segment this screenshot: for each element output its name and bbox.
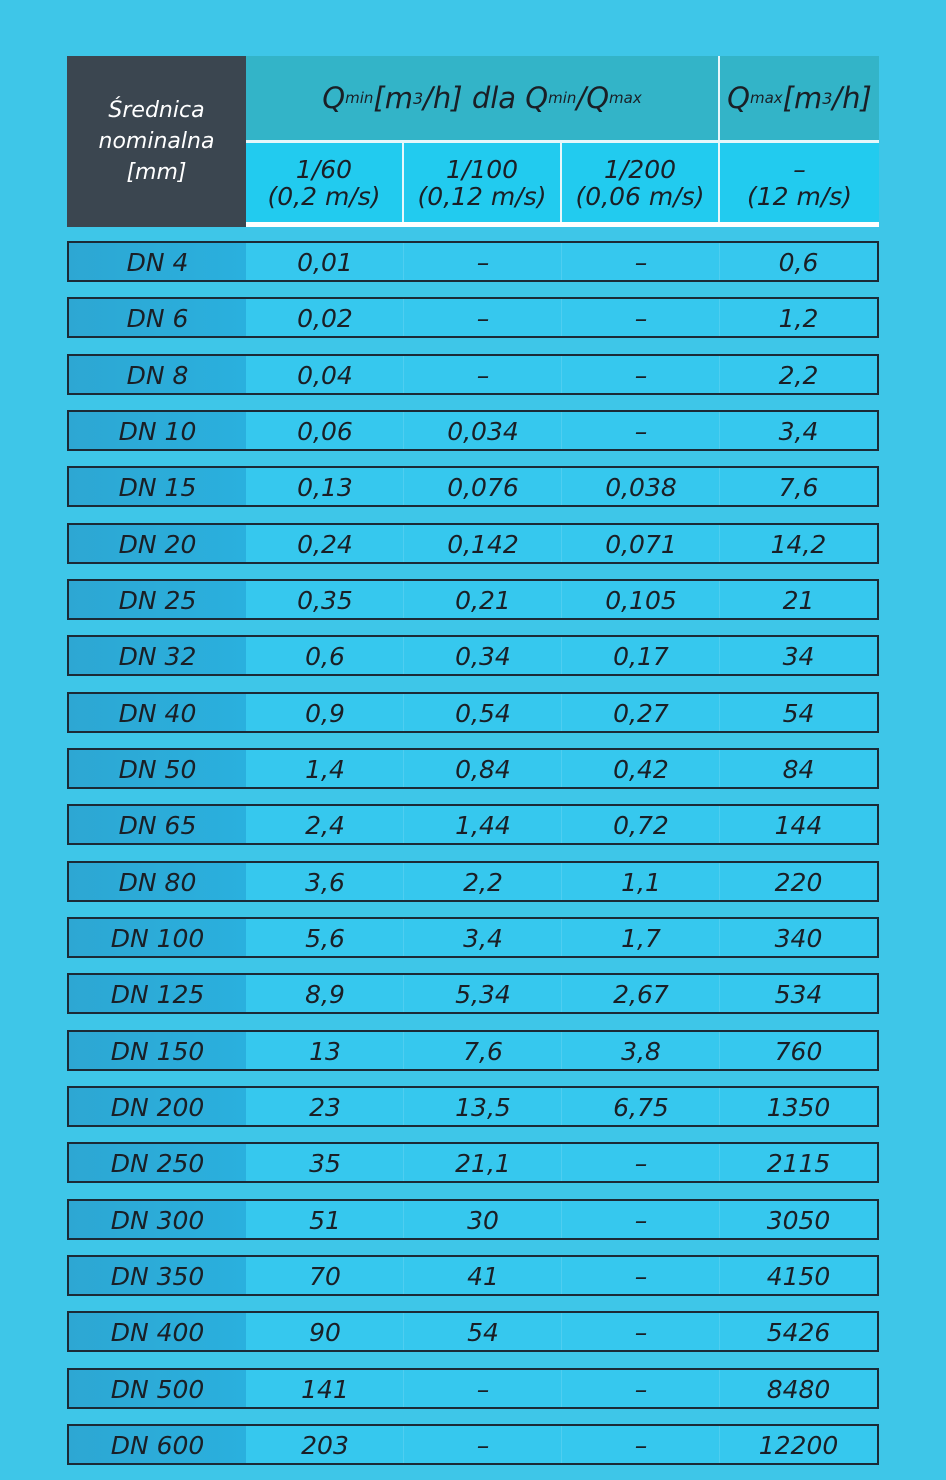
row-qmin-1-200: – <box>562 1426 720 1463</box>
row-qmin-1-100: 2,2 <box>404 863 562 900</box>
subheader-col-1 <box>246 143 402 222</box>
table-body <box>67 241 879 1480</box>
subheader-col-2 <box>404 143 560 222</box>
row-qmax: 14,2 <box>720 525 877 562</box>
row-qmin-1-100: – <box>404 1370 562 1407</box>
row-qmax: 54 <box>720 694 877 731</box>
table-row <box>67 579 879 620</box>
row-qmin-1-200: 6,75 <box>562 1088 720 1125</box>
row-diameter: DN 4 <box>69 243 246 280</box>
row-qmin-1-60: 13 <box>246 1032 404 1069</box>
row-diameter: DN 350 <box>69 1257 246 1294</box>
row-qmin-1-200: 0,72 <box>562 806 720 843</box>
qmin-unit-pre: [m <box>373 81 413 115</box>
row-qmin-1-100: 0,034 <box>404 412 562 449</box>
row-qmax: 5426 <box>720 1313 877 1350</box>
row-qmin-1-100: 0,34 <box>404 637 562 674</box>
table-row <box>67 1086 879 1127</box>
row-qmax: 7,6 <box>720 468 877 505</box>
row-qmin-1-60: 0,06 <box>246 412 404 449</box>
row-diameter: DN 10 <box>69 412 246 449</box>
row-qmin-1-60: 51 <box>246 1201 404 1238</box>
qmin-unit-post: /h] dla Q <box>423 81 549 115</box>
row-qmax: 8480 <box>720 1370 877 1407</box>
row-qmin-1-100: 54 <box>404 1313 562 1350</box>
row-qmin-1-200: – <box>562 1201 720 1238</box>
row-qmin-1-100: – <box>404 356 562 393</box>
row-qmax: 84 <box>720 750 877 787</box>
row-qmin-1-100: 13,5 <box>404 1088 562 1125</box>
row-diameter: DN 400 <box>69 1313 246 1350</box>
table-row <box>67 692 879 733</box>
qmin-unit-sup: 3 <box>412 88 424 108</box>
row-diameter: DN 50 <box>69 750 246 787</box>
row-qmin-1-200: – <box>562 1370 720 1407</box>
row-qmin-1-200: 0,42 <box>562 750 720 787</box>
row-qmax: 0,6 <box>720 243 877 280</box>
row-qmin-1-60: 8,9 <box>246 975 404 1012</box>
row-diameter: DN 300 <box>69 1201 246 1238</box>
table-row <box>67 635 879 676</box>
subheader-ratio: 1/200 <box>603 154 677 184</box>
table-row <box>67 1311 879 1352</box>
row-qmax: 760 <box>720 1032 877 1069</box>
table-row <box>67 523 879 564</box>
row-qmin-1-60: 70 <box>246 1257 404 1294</box>
row-qmax: 2,2 <box>720 356 877 393</box>
qmin-q: Q <box>322 81 346 115</box>
row-qmin-1-100: 1,44 <box>404 806 562 843</box>
row-diameter: DN 20 <box>69 525 246 562</box>
row-qmin-1-200: – <box>562 243 720 280</box>
row-qmin-1-60: 90 <box>246 1313 404 1350</box>
table-row <box>67 297 879 338</box>
table-row <box>67 973 879 1014</box>
row-qmin-1-100: – <box>404 243 562 280</box>
row-qmin-1-200: – <box>562 299 720 336</box>
subheader-speed: (0,12 m/s) <box>417 181 547 211</box>
subheader-speed: (0,06 m/s) <box>575 181 705 211</box>
table-row <box>67 1424 879 1465</box>
table-row <box>67 354 879 395</box>
row-diameter: DN 250 <box>69 1144 246 1181</box>
row-qmin-1-200: 0,17 <box>562 637 720 674</box>
row-qmax: 1,2 <box>720 299 877 336</box>
row-qmax: 2115 <box>720 1144 877 1181</box>
row-diameter: DN 100 <box>69 919 246 956</box>
table-row <box>67 1142 879 1183</box>
row-qmin-1-60: 0,02 <box>246 299 404 336</box>
row-qmin-1-200: – <box>562 412 720 449</box>
row-qmax: 534 <box>720 975 877 1012</box>
row-diameter: DN 32 <box>69 637 246 674</box>
row-diameter: DN 15 <box>69 468 246 505</box>
row-qmin-1-200: 0,038 <box>562 468 720 505</box>
row-qmax: 3050 <box>720 1201 877 1238</box>
row-qmin-1-60: 0,9 <box>246 694 404 731</box>
table-row <box>67 1199 879 1240</box>
row-qmax: 3,4 <box>720 412 877 449</box>
header-left-line-3: [mm] <box>126 160 187 185</box>
row-qmax: 1350 <box>720 1088 877 1125</box>
row-qmin-1-60: 0,04 <box>246 356 404 393</box>
row-qmin-1-60: 141 <box>246 1370 404 1407</box>
row-qmin-1-100: 0,076 <box>404 468 562 505</box>
subheader-speed: (0,2 m/s) <box>267 181 381 211</box>
row-qmin-1-100: – <box>404 1426 562 1463</box>
table-row <box>67 861 879 902</box>
header-left-line-2: nominalna <box>98 129 215 154</box>
row-diameter: DN 600 <box>69 1426 246 1463</box>
row-qmin-1-100: – <box>404 299 562 336</box>
row-diameter: DN 80 <box>69 863 246 900</box>
row-qmin-1-200: – <box>562 356 720 393</box>
qmax-unit-sup: 3 <box>822 88 833 108</box>
row-diameter: DN 150 <box>69 1032 246 1069</box>
row-diameter: DN 25 <box>69 581 246 618</box>
row-qmin-1-60: 5,6 <box>246 919 404 956</box>
table-row <box>67 748 879 789</box>
row-qmin-1-100: 5,34 <box>404 975 562 1012</box>
subheader-col-3 <box>562 143 718 222</box>
table-row <box>67 241 879 282</box>
row-qmin-1-60: 0,01 <box>246 243 404 280</box>
flow-table <box>67 56 879 1460</box>
row-diameter: DN 65 <box>69 806 246 843</box>
qmin-max-sub: max <box>609 89 642 107</box>
qmin-sub2: min <box>548 89 577 107</box>
row-qmin-1-200: 1,7 <box>562 919 720 956</box>
row-qmin-1-200: 0,071 <box>562 525 720 562</box>
table-row <box>67 1255 879 1296</box>
qmax-unit-post: /h] <box>832 81 872 115</box>
row-qmin-1-200: 0,27 <box>562 694 720 731</box>
row-qmin-1-60: 0,13 <box>246 468 404 505</box>
qmin-slash: /Q <box>576 81 610 115</box>
row-qmin-1-200: 0,105 <box>562 581 720 618</box>
row-qmin-1-200: – <box>562 1144 720 1181</box>
row-diameter: DN 500 <box>69 1370 246 1407</box>
row-qmin-1-100: 0,21 <box>404 581 562 618</box>
table-row <box>67 1368 879 1409</box>
row-qmin-1-60: 3,6 <box>246 863 404 900</box>
row-qmax: 21 <box>720 581 877 618</box>
row-qmin-1-60: 1,4 <box>246 750 404 787</box>
qmax-q: Q <box>727 81 750 115</box>
row-qmin-1-100: 3,4 <box>404 919 562 956</box>
header-left-line-1: Średnica <box>108 98 205 123</box>
subheader-ratio: 1/60 <box>295 154 353 184</box>
row-qmin-1-100: 41 <box>404 1257 562 1294</box>
row-qmin-1-100: 0,54 <box>404 694 562 731</box>
row-qmin-1-200: – <box>562 1257 720 1294</box>
row-diameter: DN 200 <box>69 1088 246 1125</box>
row-qmin-1-200: 2,67 <box>562 975 720 1012</box>
row-qmin-1-100: 7,6 <box>404 1032 562 1069</box>
row-qmin-1-200: 1,1 <box>562 863 720 900</box>
row-qmin-1-100: 21,1 <box>404 1144 562 1181</box>
row-qmin-1-200: – <box>562 1313 720 1350</box>
row-qmin-1-100: 30 <box>404 1201 562 1238</box>
row-qmin-1-60: 0,35 <box>246 581 404 618</box>
table-row <box>67 804 879 845</box>
row-qmin-1-60: 35 <box>246 1144 404 1181</box>
table-header <box>67 56 879 227</box>
row-qmax: 34 <box>720 637 877 674</box>
header-bottom-rule <box>246 222 879 227</box>
row-qmin-1-60: 0,6 <box>246 637 404 674</box>
qmin-sub: min <box>345 89 374 107</box>
qmax-unit-pre: [m <box>782 81 823 115</box>
subheader-speed: (12 m/s) <box>746 181 853 211</box>
subheader-ratio: 1/100 <box>445 154 519 184</box>
table-row <box>67 466 879 507</box>
table-row <box>67 410 879 451</box>
header-qmin <box>246 56 718 140</box>
row-qmax: 12200 <box>720 1426 877 1463</box>
row-qmin-1-100: 0,84 <box>404 750 562 787</box>
row-qmin-1-60: 203 <box>246 1426 404 1463</box>
row-diameter: DN 40 <box>69 694 246 731</box>
row-diameter: DN 6 <box>69 299 246 336</box>
row-qmin-1-60: 0,24 <box>246 525 404 562</box>
row-qmin-1-200: 3,8 <box>562 1032 720 1069</box>
row-diameter: DN 8 <box>69 356 246 393</box>
subheader-col-4 <box>720 143 879 222</box>
header-nominal-diameter <box>67 56 246 227</box>
row-qmax: 144 <box>720 806 877 843</box>
row-qmin-1-60: 23 <box>246 1088 404 1125</box>
qmax-sub: max <box>749 89 783 107</box>
row-qmax: 220 <box>720 863 877 900</box>
table-row <box>67 917 879 958</box>
table-row <box>67 1030 879 1071</box>
row-qmin-1-60: 2,4 <box>246 806 404 843</box>
row-qmax: 4150 <box>720 1257 877 1294</box>
row-qmax: 340 <box>720 919 877 956</box>
header-qmax <box>720 56 879 140</box>
subheader-ratio: – <box>793 154 806 184</box>
row-diameter: DN 125 <box>69 975 246 1012</box>
row-qmin-1-100: 0,142 <box>404 525 562 562</box>
